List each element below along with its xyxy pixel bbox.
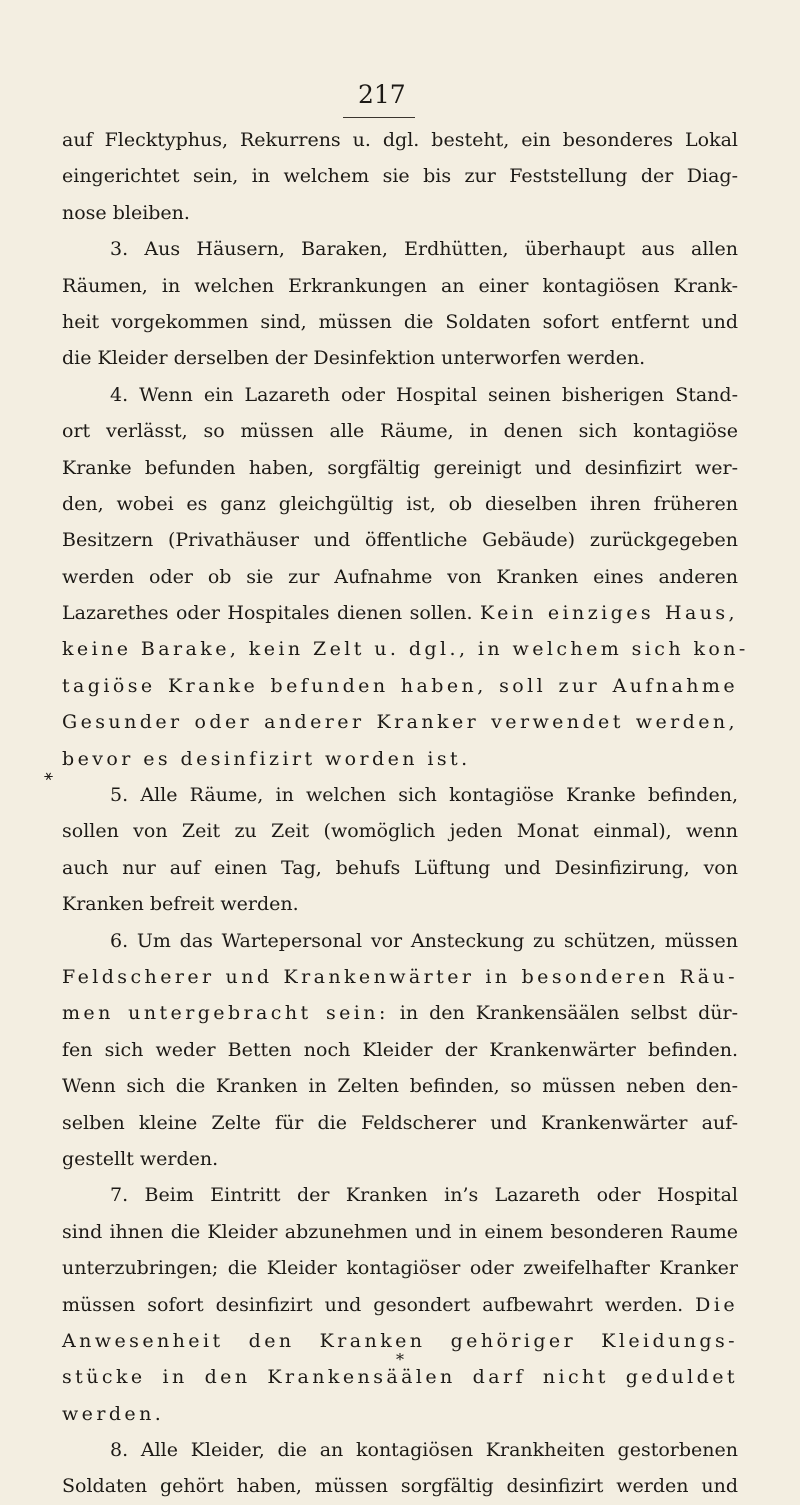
text-line: [62, 122, 738, 158]
margin-star-mark: ⚹: [44, 766, 54, 784]
emphasized-text: Feldscherer und Krankenwärter in besonderen Räu-: [62, 965, 738, 988]
text-line: [62, 631, 749, 667]
line-text: Kranke befunden haben, sorgfältig gereinigt und desinfizirt wer-: [62, 456, 738, 479]
text-line: [62, 1177, 738, 1213]
text-line: [62, 1141, 738, 1177]
text-line: [62, 595, 738, 631]
line-text: gestellt werden.: [62, 1147, 219, 1170]
text-line: [62, 923, 738, 959]
text-line: [62, 886, 738, 922]
body-text: [62, 122, 749, 1505]
text-line: [62, 704, 738, 740]
line-text: in den Krankensäälen selbst dür-: [399, 1002, 739, 1025]
line-text: Wenn sich die Kranken in Zelten befinden, so müssen neben den-: [62, 1075, 738, 1098]
text-line: [62, 1396, 738, 1432]
emphasized-text: Anwesenheit den Kranken gehöriger Kleidungs-: [62, 1329, 738, 1352]
text-line: [62, 522, 738, 558]
line-text: Soldaten gehört haben, müssen sorgfältig desinfizirt werden und: [62, 1475, 738, 1498]
text-line: [62, 486, 738, 522]
text-line: [62, 231, 738, 267]
line-text: 4. Wenn ein Lazareth oder Hospital seinen bisherigen Stand-: [110, 383, 738, 406]
line-text: sind ihnen die Kleider abzunehmen und in einem besonderen Raume: [62, 1220, 738, 1243]
text-line: [62, 1105, 738, 1141]
line-text: nose bleiben.: [62, 201, 190, 224]
text-line: [62, 1214, 738, 1250]
text-line: [62, 1432, 738, 1468]
line-text: 6. Um das Wartepersonal vor Ansteckung zu schützen, müssen: [110, 929, 738, 952]
text-line: [62, 377, 738, 413]
text-line: [62, 813, 738, 849]
line-text: die Kleider derselben der Desinfektion unterworfen werden.: [62, 347, 646, 370]
line-text: sollen von Zeit zu Zeit (womöglich jeden Monat einmal), wenn: [62, 820, 738, 843]
text-line: [62, 559, 738, 595]
emphasized-text: Die: [695, 1293, 738, 1316]
emphasized-text: keine Barake, kein Zelt u. dgl., in welchem sich kon-: [62, 638, 749, 661]
text-line: [62, 668, 738, 704]
text-line: [62, 1068, 738, 1104]
page-number-rule: [343, 117, 415, 118]
text-line: [62, 995, 738, 1031]
text-line: [62, 1468, 738, 1504]
line-text: fen sich weder Betten noch Kleider der Krankenwärter befinden.: [62, 1038, 738, 1061]
line-text: selben kleine Zelte für die Feldscherer und Krankenwärter auf-: [62, 1111, 738, 1134]
text-line: [62, 1032, 738, 1068]
emphasized-text: Kein einziges Haus,: [480, 602, 739, 625]
line-text: müssen sofort desinfizirt und gesondert aufbewahrt werden.: [62, 1293, 684, 1316]
line-text: 8. Alle Kleider, die an kontagiösen Krankheiten gestorbenen: [110, 1439, 738, 1462]
line-text: auf Flecktyphus, Rekurrens u. dgl. besteht, ein besonderes Lokal: [62, 129, 738, 151]
text-line: [62, 195, 738, 231]
page-number: 217: [358, 80, 406, 109]
line-text: werden oder ob sie zur Aufnahme von Kranken eines anderen: [62, 565, 738, 588]
line-text: heit vorgekommen sind, müssen die Soldaten sofort entfernt und: [62, 310, 738, 333]
text-line: [62, 1250, 738, 1286]
text-line: [62, 959, 738, 995]
text-line: [62, 304, 738, 340]
line-text: 5. Alle Räume, in welchen sich kontagiöse Kranke befinden,: [110, 784, 738, 807]
text-line: [62, 413, 738, 449]
emphasized-text: tagiöse Kranke befunden haben, soll zur Aufnahme: [62, 674, 738, 697]
text-line: [62, 1287, 738, 1323]
text-line: [62, 777, 738, 813]
emphasized-text: stücke in den Krankensäälen darf nicht geduldet: [62, 1366, 738, 1389]
line-text: auch nur auf einen Tag, behufs Lüftung und Desinfizirung, von: [62, 856, 738, 879]
text-line: [62, 850, 738, 886]
text-line: [62, 741, 738, 777]
text-line: [62, 268, 738, 304]
line-text: den, wobei es ganz gleichgültig ist, ob dieselben ihren früheren: [62, 492, 738, 515]
signature-mark: *: [396, 1350, 404, 1369]
text-line: [62, 340, 738, 376]
line-text: 7. Beim Eintritt der Kranken in’s Lazareth oder Hospital: [110, 1184, 738, 1207]
text-line: [62, 158, 738, 194]
line-text: Besitzern (Privathäuser und öffentliche Gebäude) zurückgegeben: [62, 529, 738, 552]
line-text: ort verlässt, so müssen alle Räume, in denen sich kontagiöse: [62, 420, 738, 443]
emphasized-text: Gesunder oder anderer Kranker verwendet werden,: [62, 711, 738, 734]
emphasized-text: bevor es desinfizirt worden ist.: [62, 747, 471, 770]
line-text: 3. Aus Häusern, Baraken, Erdhütten, überhaupt aus allen: [110, 238, 738, 261]
line-text: Kranken befreit werden.: [62, 893, 299, 916]
emphasized-text: men untergebracht sein:: [62, 1002, 389, 1025]
emphasized-text: werden.: [62, 1402, 165, 1425]
line-text: Lazarethes oder Hospitales dienen sollen.: [62, 602, 473, 625]
line-text: eingerichtet sein, in welchem sie bis zur Feststellung der Diag-: [62, 165, 738, 188]
text-line: [62, 450, 738, 486]
line-text: unterzubringen; die Kleider kontagiöser oder zweifelhafter Kranker: [62, 1257, 738, 1280]
line-text: Räumen, in welchen Erkrankungen an einer kontagiösen Krank-: [62, 274, 738, 297]
